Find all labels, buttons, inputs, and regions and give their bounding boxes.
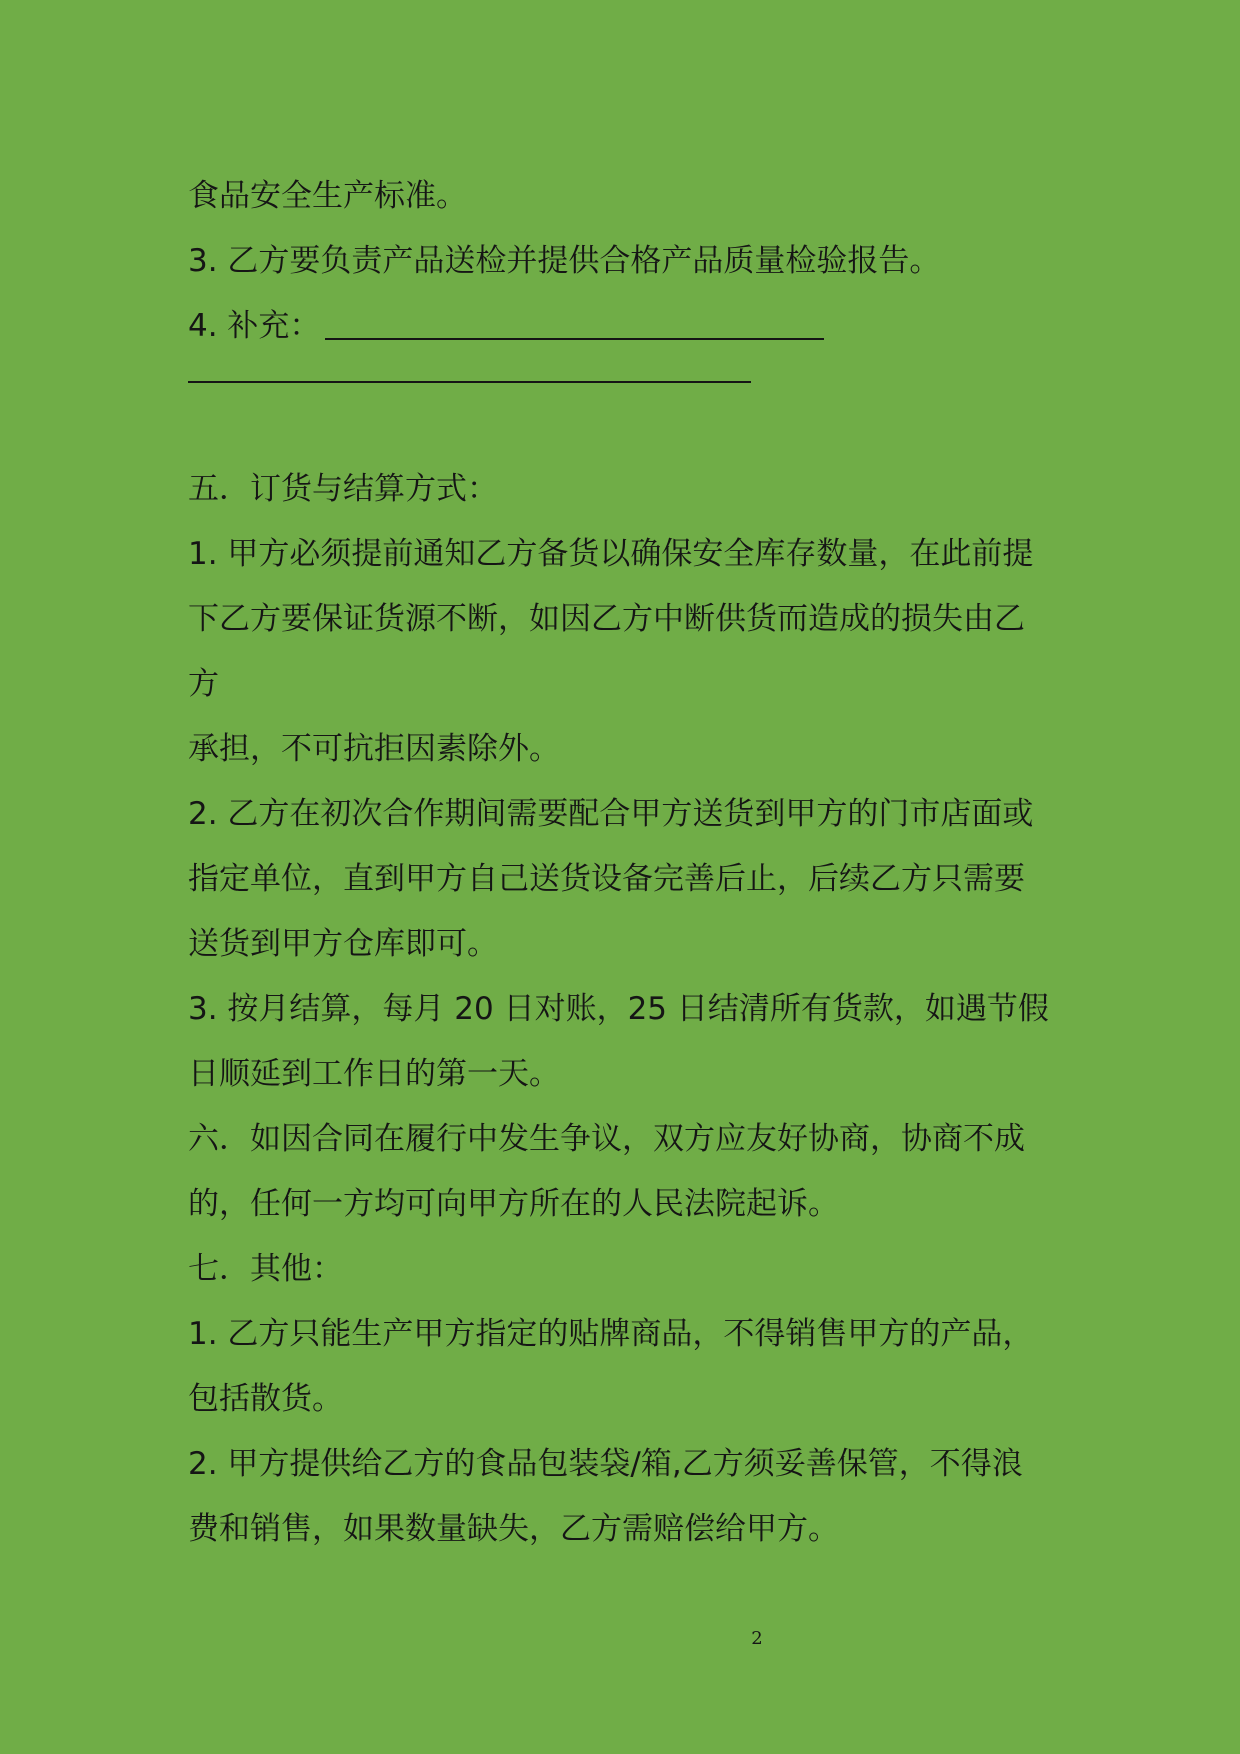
section-5-item-3-line: 3. 按月结算，每月 20 日对账，25 日结清所有货款，如遇节假 [188, 991, 1049, 1027]
section-6-line: 的，任何一方均可向甲方所在的人民法院起诉。 [188, 1186, 839, 1222]
section-5-item-2-line: 指定单位，直到甲方自己送货设备完善后止，后续乙方只需要 [188, 861, 1025, 897]
clause-item-3: 3. 乙方要负责产品送检并提供合格产品质量检验报告。 [188, 243, 941, 279]
section-5-item-1-line: 承担，不可抗拒因素除外。 [188, 731, 560, 767]
section-5-item-2-line: 2. 乙方在初次合作期间需要配合甲方送货到甲方的门市店面或 [188, 796, 1034, 832]
fill-in-blank-line [325, 338, 824, 340]
continued-clause [188, 164, 1088, 359]
section-5-item-2-line: 送货到甲方仓库即可。 [188, 926, 498, 962]
clause-tail-line: 食品安全生产标准。 [188, 178, 467, 214]
section-5-item-3-line: 日顺延到工作日的第一天。 [188, 1056, 560, 1092]
section-7-item-2-line: 费和销售，如果数量缺失，乙方需赔偿给甲方。 [188, 1511, 839, 1547]
section-5-item-1-line: 方 [188, 666, 219, 702]
section-7-item-1-line: 1. 乙方只能生产甲方指定的贴牌商品，不得销售甲方的产品， [188, 1316, 1034, 1352]
fill-in-blank-line [188, 381, 751, 383]
document-body [188, 457, 1088, 1562]
section-5-item-1-line: 下乙方要保证货源不断，如因乙方中断供货而造成的损失由乙 [188, 601, 1025, 637]
section-6-line: 六．如因合同在履行中发生争议，双方应友好协商，协商不成 [188, 1121, 1025, 1157]
page-number: 2 [751, 1628, 763, 1649]
section-7-item-2-line: 2. 甲方提供给乙方的食品包装袋/箱,乙方须妥善保管，不得浪 [188, 1446, 1023, 1482]
clause-item-4-label: 4. 补充： [188, 308, 321, 344]
section-7-item-1-line: 包括散货。 [188, 1381, 343, 1417]
section-7-heading: 七．其他： [188, 1251, 343, 1287]
section-5-heading: 五．订货与结算方式： [188, 471, 498, 507]
section-5-item-1-line: 1. 甲方必须提前通知乙方备货以确保安全库存数量，在此前提 [188, 536, 1034, 572]
